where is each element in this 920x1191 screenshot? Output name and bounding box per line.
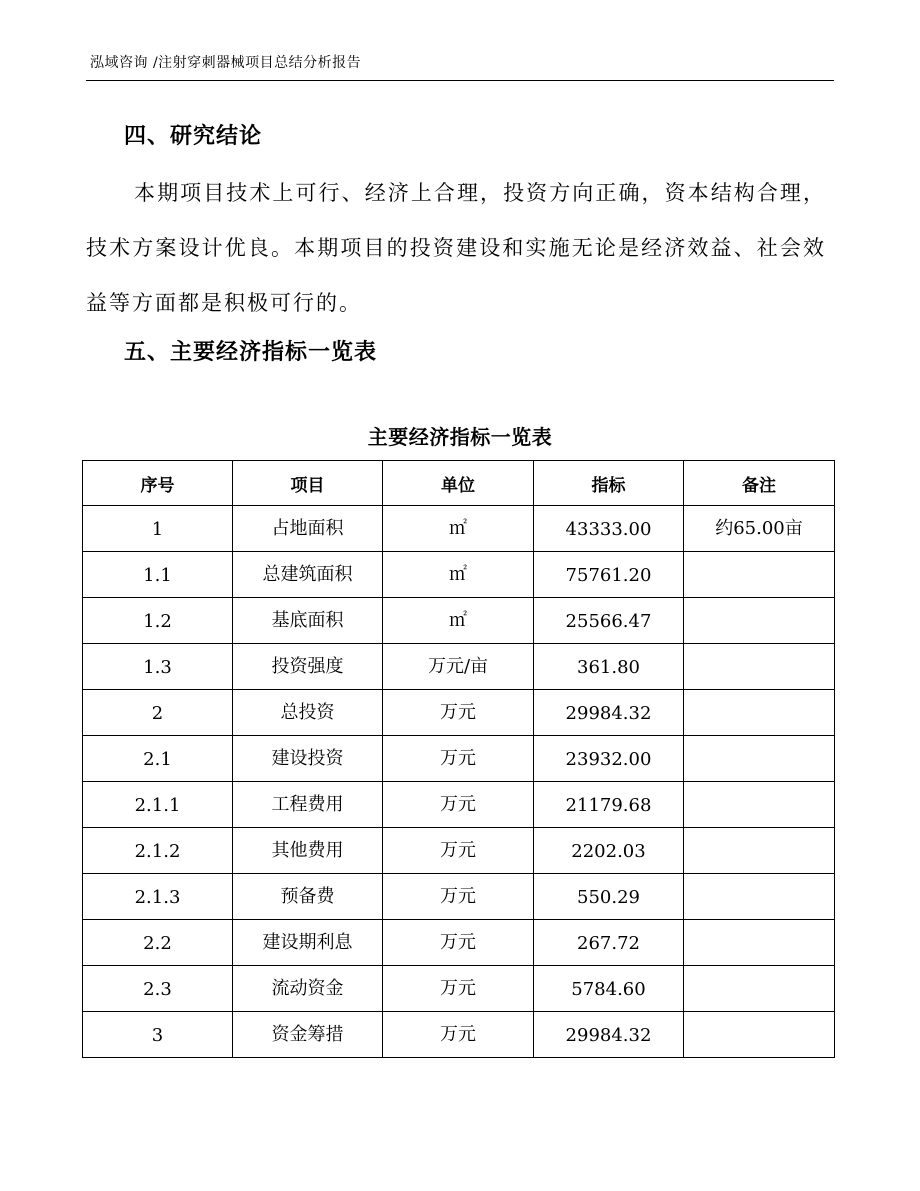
cell-item-text: 工程费用	[271, 794, 344, 815]
cell-unit-text: 万元	[440, 702, 476, 723]
cell-value-text: 21179.68	[565, 795, 652, 816]
column-header: 项目	[233, 461, 383, 506]
cell-note-text: 约65.00亩	[715, 518, 803, 539]
cell-item	[233, 598, 383, 644]
cell-value-text: 267.72	[577, 933, 640, 954]
economic-indicators-table	[82, 460, 835, 1058]
cell-note-text	[684, 552, 834, 560]
conclusion-paragraph: 本期项目技术上可行、经济上合理，投资方向正确，资本结构合理，技术方案设计优良。本期项目的投资建设和实施无论是经济效益、社会效益等方面都是积极可行的。	[86, 181, 826, 315]
cell-item	[233, 920, 383, 966]
cell-value	[534, 552, 684, 598]
cell-seq-text: 1.2	[143, 611, 172, 632]
cell-item-text: 总投资	[280, 702, 335, 723]
cell-unit	[383, 782, 534, 828]
cell-unit	[383, 966, 534, 1012]
table-row	[83, 552, 835, 598]
cell-seq	[83, 690, 233, 736]
cell-item-text: 建设投资	[271, 748, 344, 769]
table-row	[83, 644, 835, 690]
cell-seq	[83, 966, 233, 1012]
cell-unit	[383, 552, 534, 598]
cell-seq	[83, 506, 233, 552]
table-header-row	[83, 461, 835, 506]
cell-item	[233, 874, 383, 920]
cell-unit-text: ㎡	[449, 610, 467, 631]
cell-seq-text: 2	[151, 703, 164, 724]
cell-note	[684, 552, 835, 598]
cell-unit-text: 万元	[440, 794, 476, 815]
cell-unit	[383, 828, 534, 874]
table-row	[83, 736, 835, 782]
cell-seq-text: 2.1.2	[134, 841, 181, 862]
cell-value	[534, 782, 684, 828]
cell-note	[684, 506, 835, 552]
cell-unit-text: 万元	[440, 932, 476, 953]
cell-value-text: 29984.32	[565, 1025, 652, 1046]
cell-seq-text: 1.1	[143, 565, 172, 586]
cell-unit-text: ㎡	[449, 564, 467, 585]
cell-seq	[83, 736, 233, 782]
cell-unit	[383, 920, 534, 966]
cell-unit	[383, 874, 534, 920]
cell-unit	[383, 736, 534, 782]
cell-note	[684, 690, 835, 736]
cell-value	[534, 966, 684, 1012]
cell-value-text: 43333.00	[565, 519, 652, 540]
cell-item	[233, 506, 383, 552]
cell-note	[684, 920, 835, 966]
cell-seq-text: 3	[151, 1025, 164, 1046]
cell-note-text	[684, 736, 834, 744]
cell-unit-text: ㎡	[449, 518, 467, 539]
cell-note	[684, 644, 835, 690]
cell-unit	[383, 598, 534, 644]
cell-unit	[383, 506, 534, 552]
cell-unit	[383, 690, 534, 736]
cell-note-text	[684, 920, 834, 928]
cell-unit-text: 万元	[440, 886, 476, 907]
section-heading-indicators: 五、主要经济指标一览表	[124, 339, 378, 365]
cell-note	[684, 782, 835, 828]
header-divider	[86, 80, 834, 81]
cell-seq	[83, 598, 233, 644]
cell-value	[534, 828, 684, 874]
cell-value	[534, 690, 684, 736]
cell-value	[534, 874, 684, 920]
cell-value-text: 29984.32	[565, 703, 652, 724]
cell-note-text	[684, 690, 834, 698]
cell-seq	[83, 552, 233, 598]
table-row	[83, 782, 835, 828]
cell-value-text: 5784.60	[571, 979, 646, 1000]
cell-note-text	[684, 966, 834, 974]
cell-seq-text: 2.1	[143, 749, 172, 770]
cell-unit-text: 万元	[440, 840, 476, 861]
cell-unit	[383, 644, 534, 690]
cell-value-text: 23932.00	[565, 749, 652, 770]
column-header: 单位	[383, 461, 534, 506]
column-header: 序号	[83, 461, 233, 506]
cell-seq-text: 2.1.1	[134, 795, 181, 816]
cell-unit-text: 万元	[440, 748, 476, 769]
cell-item-text: 流动资金	[271, 978, 344, 999]
table-caption: 主要经济指标一览表	[367, 425, 553, 449]
cell-seq	[83, 874, 233, 920]
cell-seq-text: 2.2	[143, 933, 172, 954]
table-row	[83, 506, 835, 552]
cell-note-text	[684, 1012, 834, 1020]
cell-item-text: 总建筑面积	[262, 564, 353, 585]
cell-item	[233, 828, 383, 874]
table-row	[83, 828, 835, 874]
cell-unit-text: 万元	[440, 978, 476, 999]
cell-note	[684, 874, 835, 920]
cell-value	[534, 920, 684, 966]
cell-seq	[83, 828, 233, 874]
cell-item	[233, 782, 383, 828]
cell-item-text: 占地面积	[271, 518, 344, 539]
table-row	[83, 598, 835, 644]
cell-item-text: 资金筹措	[271, 1024, 344, 1045]
cell-value	[534, 644, 684, 690]
cell-value	[534, 506, 684, 552]
cell-seq	[83, 644, 233, 690]
cell-item-text: 建设期利息	[262, 932, 353, 953]
cell-seq	[83, 1012, 233, 1058]
cell-note	[684, 966, 835, 1012]
table-row	[83, 874, 835, 920]
cell-note	[684, 598, 835, 644]
cell-item	[233, 736, 383, 782]
cell-value	[534, 1012, 684, 1058]
cell-value-text: 361.80	[577, 657, 640, 678]
cell-unit-text: 万元/亩	[427, 656, 489, 677]
cell-item	[233, 644, 383, 690]
cell-item	[233, 552, 383, 598]
table-row	[83, 920, 835, 966]
cell-value-text: 550.29	[577, 887, 640, 908]
cell-unit	[383, 1012, 534, 1058]
cell-note-text	[684, 874, 834, 882]
table-row	[83, 1012, 835, 1058]
section-heading-conclusion: 四、研究结论	[124, 123, 263, 149]
table-row	[83, 690, 835, 736]
cell-seq-text: 1	[151, 519, 164, 540]
cell-note-text	[684, 598, 834, 606]
cell-item-text: 基底面积	[271, 610, 344, 631]
cell-value	[534, 736, 684, 782]
cell-item-text: 其他费用	[271, 840, 344, 861]
cell-note-text	[684, 782, 834, 790]
cell-value-text: 2202.03	[571, 841, 646, 862]
cell-item-text: 投资强度	[271, 656, 344, 677]
cell-seq	[83, 920, 233, 966]
cell-note	[684, 1012, 835, 1058]
cell-seq-text: 2.3	[143, 979, 172, 1000]
running-header: 泓域咨询 /注射穿刺器械项目总结分析报告	[90, 55, 362, 71]
cell-seq	[83, 782, 233, 828]
cell-note	[684, 736, 835, 782]
cell-item	[233, 966, 383, 1012]
cell-note	[684, 828, 835, 874]
cell-seq-text: 2.1.3	[134, 887, 181, 908]
column-header: 备注	[684, 461, 835, 506]
table-row	[83, 966, 835, 1012]
cell-note-text	[684, 644, 834, 652]
cell-item-text: 预备费	[280, 886, 335, 907]
cell-value	[534, 598, 684, 644]
cell-seq-text: 1.3	[143, 657, 172, 678]
cell-unit-text: 万元	[440, 1024, 476, 1045]
cell-note-text	[684, 828, 834, 836]
cell-item	[233, 690, 383, 736]
column-header: 指标	[534, 461, 684, 506]
cell-item	[233, 1012, 383, 1058]
cell-value-text: 75761.20	[565, 565, 652, 586]
cell-value-text: 25566.47	[565, 611, 652, 632]
